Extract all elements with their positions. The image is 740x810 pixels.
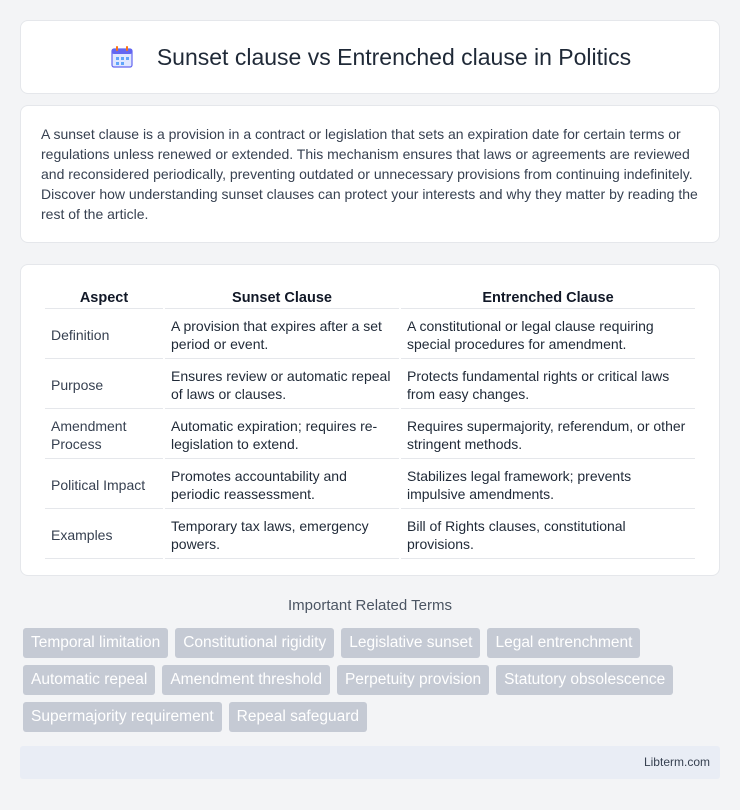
cell-aspect: Political Impact [45,459,163,509]
calendar-icon [109,44,135,70]
cell-entrenched: Protects fundamental rights or critical laws from easy changes. [401,359,695,409]
related-terms-title: Important Related Terms [288,597,452,614]
intro-card [20,105,720,243]
cell-sunset: Promotes accountability and periodic reassessment. [165,459,399,509]
cell-sunset: Ensures review or automatic repeal of laws or clauses. [165,359,399,409]
intro-text: A sunset clause is a provision in a contract or legislation that sets an expiration date for certain terms or regulations unless renewed or extended. This mechanism ensures that laws or agreements are reviewed and reconsidered periodically, preventing outdated or unnecessary provisions from continuing indefinitely. Discover how understanding sunset clauses can protect your interests and why they matter by reading the rest of the article. [41,126,698,222]
tag-statutory-obsolescence[interactable]: Statutory obsolescence [496,665,673,695]
cell-aspect: Purpose [45,359,163,409]
header-entrenched: Entrenched Clause [401,287,695,309]
table-row [45,409,695,459]
table-header-row [45,287,695,309]
tag-automatic-repeal[interactable]: Automatic repeal [23,665,155,695]
footer [20,746,720,779]
header-aspect: Aspect [45,287,163,309]
table-row [45,359,695,409]
tag-supermajority-requirement[interactable]: Supermajority requirement [23,702,222,732]
page-title: Sunset clause vs Entrenched clause in Politics [156,43,632,70]
related-terms-list [23,628,723,732]
cell-aspect: Examples [45,509,163,559]
cell-entrenched: A constitutional or legal clause requiring special procedures for amendment. [401,309,695,359]
cell-entrenched: Bill of Rights clauses, constitutional provisions. [401,509,695,559]
tag-perpetuity-provision[interactable]: Perpetuity provision [337,665,489,695]
table-row [45,459,695,509]
table-row [45,509,695,559]
cell-entrenched: Stabilizes legal framework; prevents impulsive amendments. [401,459,695,509]
comparison-table [43,287,697,559]
tag-repeal-safeguard[interactable]: Repeal safeguard [229,702,367,732]
tag-constitutional-rigidity[interactable]: Constitutional rigidity [175,628,334,658]
footer-brand[interactable]: Libterm.com [643,755,710,769]
comparison-card [20,264,720,576]
tag-legislative-sunset[interactable]: Legislative sunset [341,628,480,658]
cell-sunset: Temporary tax laws, emergency powers. [165,509,399,559]
cell-sunset: Automatic expiration; requires re-legislation to extend. [165,409,399,459]
tag-legal-entrenchment[interactable]: Legal entrenchment [487,628,640,658]
tag-amendment-threshold[interactable]: Amendment threshold [162,665,330,695]
header-card [20,20,720,94]
header-sunset: Sunset Clause [165,287,399,309]
cell-sunset: A provision that expires after a set period or event. [165,309,399,359]
cell-aspect: Definition [45,309,163,359]
tag-temporal-limitation[interactable]: Temporal limitation [23,628,168,658]
table-row [45,309,695,359]
cell-entrenched: Requires supermajority, referendum, or other stringent methods. [401,409,695,459]
cell-aspect: Amendment Process [45,409,163,459]
